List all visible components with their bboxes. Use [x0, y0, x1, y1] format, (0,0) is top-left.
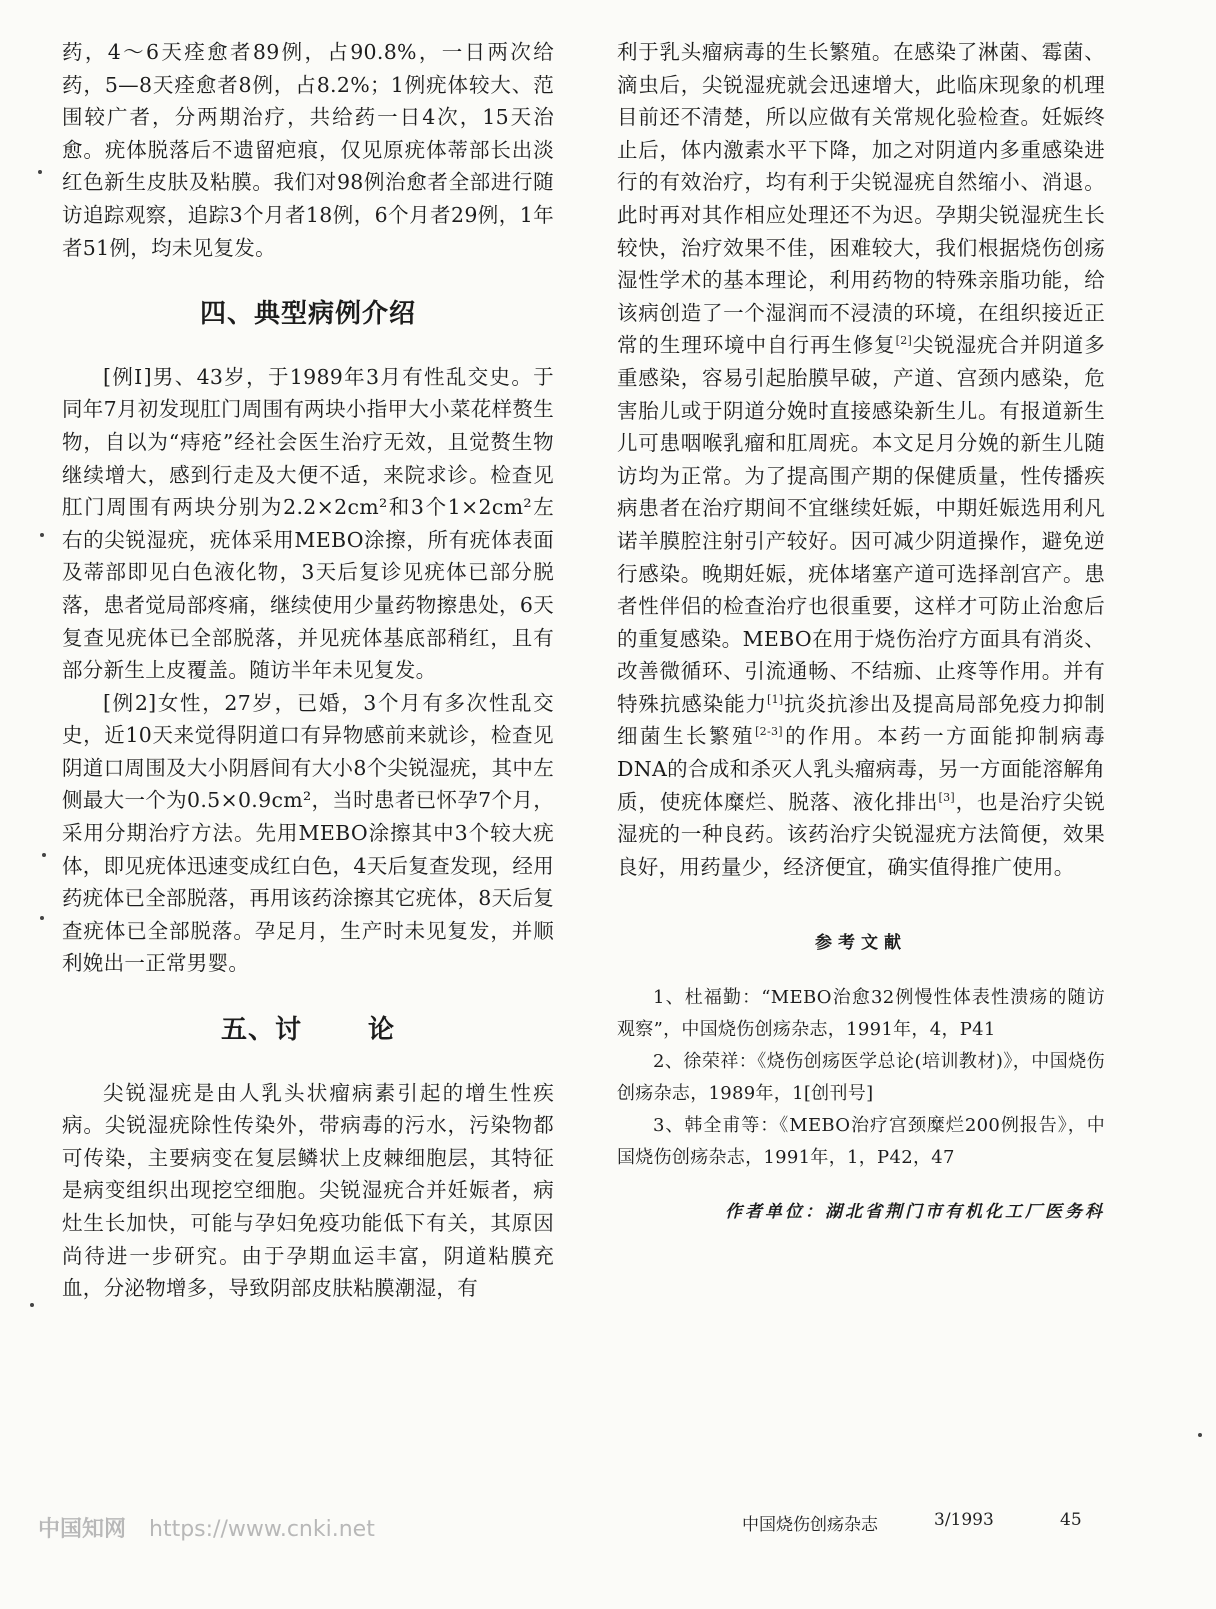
- text-run: 抗炎抗渗出及提高局部免疫力抑制细菌生长繁殖: [617, 691, 1105, 749]
- references-title: 参考文献: [815, 933, 907, 954]
- case-2-paragraph: [例2]女性，27岁，已婚，3个月有多次性乱交史，近10天来觉得阴道口有异物感前来就诊，检查见阴道口周围及大小阴唇间有大小8个尖锐湿疣，其中左侧最大一个为0.5×0.9cm²，当时患者已怀孕7个月，采用分期治疗方法。先用MEBO涂擦其中3个较大疣体，即见疣体迅速变成红白色，4天后复查发现，经用药疣体已全部脱落，再用该药涂擦其它疣体，8天后复查疣体已全部脱落。孕足月，生产时未见复发，并顺利娩出一正常男婴。: [62, 690, 554, 976]
- scan-speck: [30, 1303, 34, 1307]
- reference-item: 3、韩全甫等：《MEBO治疗宫颈糜烂200例报告》，中国烧伤创疡杂志，1991年，1，P42，47: [617, 1115, 1105, 1169]
- footer-issue: 3/1993: [934, 1510, 994, 1530]
- watermark-url: https://www.cnki.net: [149, 1517, 375, 1542]
- section-heading-cases: 四、典型病例介绍: [199, 299, 416, 330]
- section-heading-discussion: 五、讨 论: [220, 1015, 396, 1046]
- scan-speck: [40, 916, 44, 920]
- references-list: [617, 982, 1105, 1174]
- reference-item: 1、杜福勤：“MEBO治愈32例慢性体表性溃疡的随访观察”，中国烧伤创疡杂志，1991年，4，P41: [617, 987, 1105, 1041]
- citation-ref: [2]: [895, 334, 913, 348]
- reference-item: 2、徐荣祥：《烧伤创疡医学总论(培训教材)》，中国烧伤创疡杂志，1989年，1[创刊号]: [617, 1051, 1105, 1105]
- scan-speck: [42, 853, 46, 857]
- text-run: 利于乳头瘤病毒的生长繁殖。在感染了淋菌、霉菌、滴虫后，尖锐湿疣就会迅速增大，此临床现象的机理目前还不清楚，所以应做有关常规化验检查。妊娠终止后，体内激素水平下降，加之对阴道内多重感染进行的有效治疗，均有利于尖锐湿疣自然缩小、消退。此时再对其作相应处理还不为迟。孕期尖锐湿疣生长较快，治疗效果不佳，困难较大，我们根据烧伤创疡湿性学术的基本理论，利用药物的特殊亲脂功能，给该病创造了一个湿润而不浸渍的环境，在组织接近正常的生理环境中自行再生修复: [617, 40, 1105, 358]
- author-affiliation: 作者单位：湖北省荆门市有机化工厂医务科: [725, 1202, 1105, 1223]
- cnki-watermark: [38, 1512, 375, 1543]
- scan-speck: [40, 533, 44, 537]
- citation-ref: [1]: [767, 693, 784, 707]
- text-run: 的作用。本药一方面能抑制病毒DNA的合成和杀灭人乳头瘤病毒，另一方面能溶解角质，使疣体糜烂、脱落、液化排出: [617, 724, 1105, 814]
- continued-paragraph: 药，4～6天痊愈者89例，占90.8%，一日两次给药，5—8天痊愈者8例，占8.2%；1例疣体较大、范围较广者，分两期治疗，共给药一日4次，15天治愈。疣体脱落后不遗留疤痕，仅见原疣体蒂部长出淡红色新生皮肤及粘膜。我们对98例治愈者全部进行随访追踪观察，追踪3个月者18例，6个月者29例，1年者51例，均未见复发。: [62, 40, 554, 260]
- discussion-paragraph: 尖锐湿疣是由人乳头状瘤病素引起的增生性疾病。尖锐湿疣除性传染外，带病毒的污水，污染物都可传染，主要病变在复层鳞状上皮棘细胞层，其特征是病变组织出现挖空细胞。尖锐湿疣合并妊娠者，病灶生长加快，可能与孕妇免疫功能低下有关，其原因尚待进一步研究。由于孕期血运丰富，阴道粘膜充血，分泌物增多，导致阴部皮肤粘膜潮湿，有: [62, 1080, 554, 1301]
- text-run: ，也是治疗尖锐湿疣的一种良药。该药治疗尖锐湿疣方法简便，效果良好，用药量少，经济便宜，确实值得推广使用。: [617, 789, 1105, 879]
- right-column: [617, 36, 1105, 1229]
- text-run: 尖锐湿疣合并阴道多重感染，容易引起胎膜早破，产道、宫颈内感染，危害胎儿或于阴道分娩时直接感染新生儿。有报道新生儿可患咽喉乳瘤和肛周疣。本文足月分娩的新生儿随访均为正常。为了提高围产期的保健质量，性传播疾病患者在治疗期间不宜继续妊娠，中期妊娠选用利凡诺羊膜腔注射引产较好。因可减少阴道操作，避免逆行感染。晚期妊娠，疣体堵塞产道可选择剖宫产。患者性伴侣的检查治疗也很重要，这样才可防止治愈后的重复感染。MEBO在用于烧伤治疗方面具有消炎、改善微循环、引流通畅、不结痂、止疼等作用。并有特殊抗感染能力: [617, 333, 1105, 716]
- scan-speck: [1198, 1433, 1202, 1437]
- footer-journal-name: 中国烧伤创疡杂志: [742, 1515, 878, 1535]
- citation-ref: [3]: [938, 790, 955, 804]
- watermark-brand: 中国知网: [38, 1517, 127, 1542]
- citation-ref: [2-3]: [755, 725, 783, 739]
- left-column: [62, 36, 554, 1305]
- case-1-paragraph: [例Ⅰ]男、43岁，于1989年3月有性乱交史。于同年7月初发现肛门周围有两块小指甲大小菜花样赘生物，自以为“痔疮”经社会医生治疗无效，且觉赘生物继续增大，感到行走及大便不适，来院求诊。检查见肛门周围有两块分别为2.2×2cm²和3个1×2cm²左右的尖锐湿疣，疣体采用MEBO涂擦，所有疣体表面及蒂部即见白色液化物，3天后复诊见疣体已部分脱落，患者觉局部疼痛，继续使用少量药物擦患处，6天复查见疣体已全部脱落，并见疣体基底部稍红，且有部分新生上皮覆盖。随访半年未见复发。: [62, 364, 554, 683]
- scan-speck: [38, 170, 42, 174]
- page-number: 45: [1060, 1510, 1082, 1530]
- discussion-continued-paragraph: [617, 36, 1105, 883]
